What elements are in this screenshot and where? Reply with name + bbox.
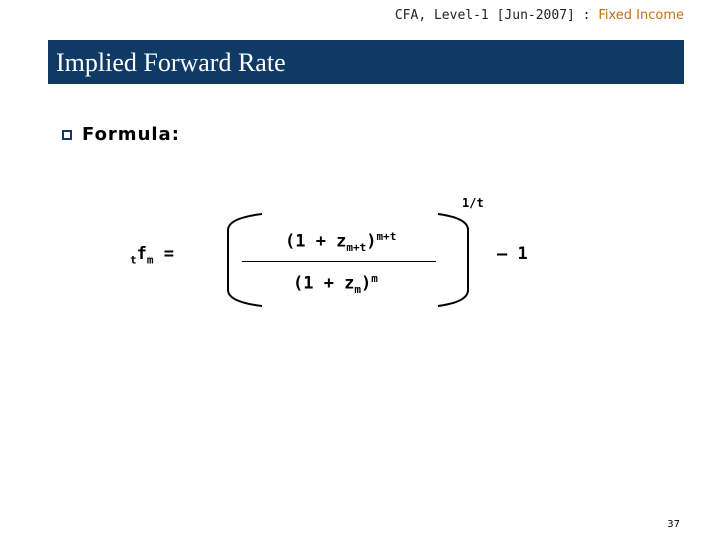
den-sub: m — [354, 283, 362, 297]
left-paren-icon — [228, 214, 262, 306]
num-sub: m+t — [346, 241, 367, 255]
minus-one: – 1 — [497, 244, 528, 264]
title-bar — [48, 40, 684, 84]
topic-label: Fixed Income — [598, 8, 684, 23]
slide-header — [395, 8, 684, 23]
right-paren-icon — [438, 214, 468, 306]
section-bullet — [62, 124, 180, 145]
num-close: ) — [366, 231, 377, 252]
den-close: ) — [361, 273, 372, 294]
page-number: 37 — [667, 519, 680, 530]
lhs-prefix: t — [130, 253, 137, 267]
fraction-numerator — [285, 230, 396, 254]
slide-title: Implied Forward Rate — [56, 48, 286, 77]
outer-exponent: 1/t — [462, 196, 484, 210]
course-label: CFA, Level-1 [Jun-2007] : — [394, 8, 599, 23]
num-exp: m+t — [376, 230, 397, 243]
formula-lhs — [130, 244, 174, 266]
section-label: Formula: — [82, 124, 180, 145]
den-open: (1 + z — [293, 273, 355, 294]
equals-sign: = — [153, 244, 174, 264]
fraction-bar — [242, 261, 436, 262]
num-open: (1 + z — [285, 231, 347, 252]
lhs-sub: m — [146, 253, 154, 267]
fraction-denominator — [293, 272, 378, 296]
square-bullet-icon — [62, 130, 72, 140]
lhs-main: f — [136, 244, 147, 264]
den-exp: m — [371, 272, 378, 285]
